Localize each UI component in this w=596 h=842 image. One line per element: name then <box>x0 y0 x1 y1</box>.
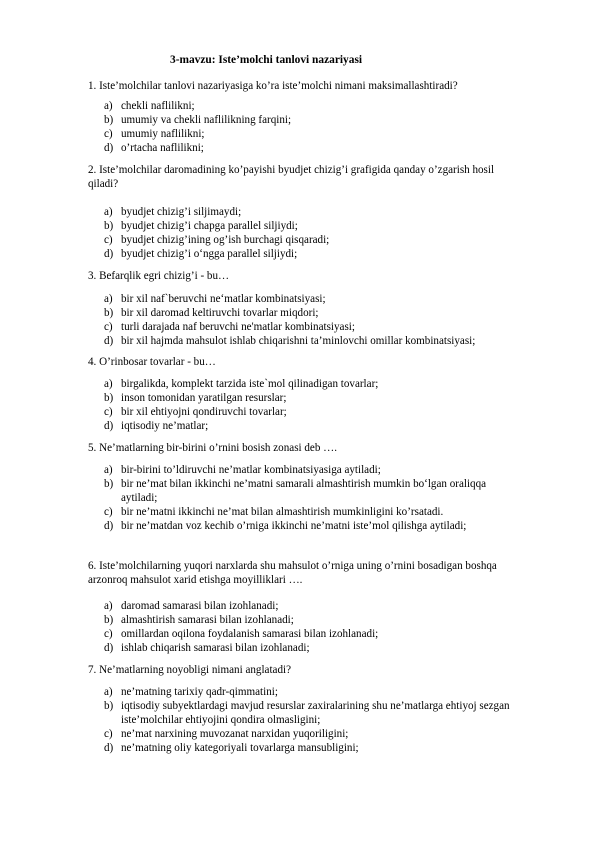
question-5: 5. Ne’matlarning bir-birini o’rnini bosish zonasi deb …. <box>88 442 338 454</box>
option-d: d) bir xil hajmda mahsulot ishlab chiqarishni ta’minlovchi omillar kombinatsiyasi; <box>104 335 476 347</box>
option-c: c) umumiy naflilikni; <box>104 128 205 140</box>
option-c: c) bir xil ehtiyojni qondiruvchi tovarlar; <box>104 406 287 418</box>
option-c: c) turli darajada naf beruvchi ne'matlar kombinatsiyasi; <box>104 321 355 333</box>
option-c: c) bir ne’matni ikkinchi ne’mat bilan almashtirish mumkinligini ko’rsatadi. <box>104 506 444 518</box>
option-b: b) umumiy va chekli naflilikning farqini; <box>104 114 292 126</box>
question-2: 2. Iste’molchilar daromadining ko’payishi byudjet chizig’i grafigida qanday o’zgarish hosil qiladi? <box>88 164 495 190</box>
option-d: d) ne’matning oliy kategoriyali tovarlarga mansubligini; <box>104 742 359 754</box>
option-a: a) bir xil naf`beruvchi ne‘matlar kombinatsiyasi; <box>104 293 326 305</box>
option-b: b) inson tomonidan yaratilgan resurslar; <box>104 392 287 404</box>
option-a: a) ne’matning tarixiy qadr-qimmatini; <box>104 686 278 698</box>
question-4-options <box>104 377 534 433</box>
question-4: 4. O’rinbosar tovarlar - bu… <box>88 356 216 368</box>
option-a: a) byudjet chizig’i siljimaydi; <box>104 206 242 218</box>
option-b: b) almashtirish samarasi bilan izohlanadi; <box>104 614 294 626</box>
option-c: c) ne’mat narxining muvozanat narxidan yuqoriligini; <box>104 728 349 740</box>
question-6: 6. Iste’molchilarning yuqori narxlarda shu mahsulot o’rniga uning o’rnini bosadigan boshqa arzonroq mahsulot xarid etishga moyilliklari …. <box>88 560 497 586</box>
option-d: d) ishlab chiqarish samarasi bilan izohlanadi; <box>104 642 310 654</box>
option-c: c) omillardan oqilona foydalanish samarasi bilan izohlanadi; <box>104 628 379 640</box>
question-3: 3. Befarqlik egri chizig’i - bu… <box>88 270 230 282</box>
question-6-options <box>104 599 534 655</box>
question-2-options <box>104 205 534 261</box>
option-d: d) iqtisodiy ne’matlar; <box>104 420 209 432</box>
question-1: 1. Iste’molchilar tanlovi nazariyasiga ko’ra iste’molchi nimani maksimallashtiradi? <box>88 80 458 92</box>
option-d: d) bir ne’matdan voz kechib o’rniga ikkinchi ne’matni iste’mol qilishga aytiladi; <box>104 520 467 532</box>
question-7-options <box>104 685 534 755</box>
option-a: a) birgalikda, komplekt tarzida iste`mol qilinadigan tovarlar; <box>104 378 379 390</box>
option-c: c) byudjet chizig’ining og’ish burchagi qisqaradi; <box>104 234 330 246</box>
option-a: a) chekli naflilikni; <box>104 100 195 112</box>
option-d: d) byudjet chizig’i o‘ngga parallel siljiydi; <box>104 248 298 260</box>
question-7: 7. Ne’matlarning noyobligi nimani anglatadi? <box>88 664 292 676</box>
option-b: b) bir xil daromad keltiruvchi tovarlar miqdori; <box>104 307 319 319</box>
option-b: b) byudjet chizig’i chapga parallel siljiydi; <box>104 220 298 232</box>
option-b: b) iqtisodiy subyektlardagi mavjud resurslar zaxiralarining shu ne’matlarga ehtiyoj sezgan iste’molchilar ehtiyojini qondira olmasligini; <box>104 700 510 726</box>
question-1-options <box>104 99 534 155</box>
question-3-options <box>104 292 534 348</box>
option-d: d) o’rtacha naflilikni; <box>104 142 204 154</box>
option-a: a) daromad samarasi bilan izohlanadi; <box>104 600 279 612</box>
question-5-options <box>104 463 534 533</box>
option-a: a) bir-birini to’ldiruvchi ne’matlar kombinatsiyasiga aytiladi; <box>104 464 381 476</box>
option-b: b) bir ne’mat bilan ikkinchi ne’matni samarali almashtirish mumkin bo‘lgan oraliqqa aytiladi; <box>104 478 487 504</box>
page-title: 3-mavzu: Iste’molchi tanlovi nazariyasi <box>170 54 363 66</box>
